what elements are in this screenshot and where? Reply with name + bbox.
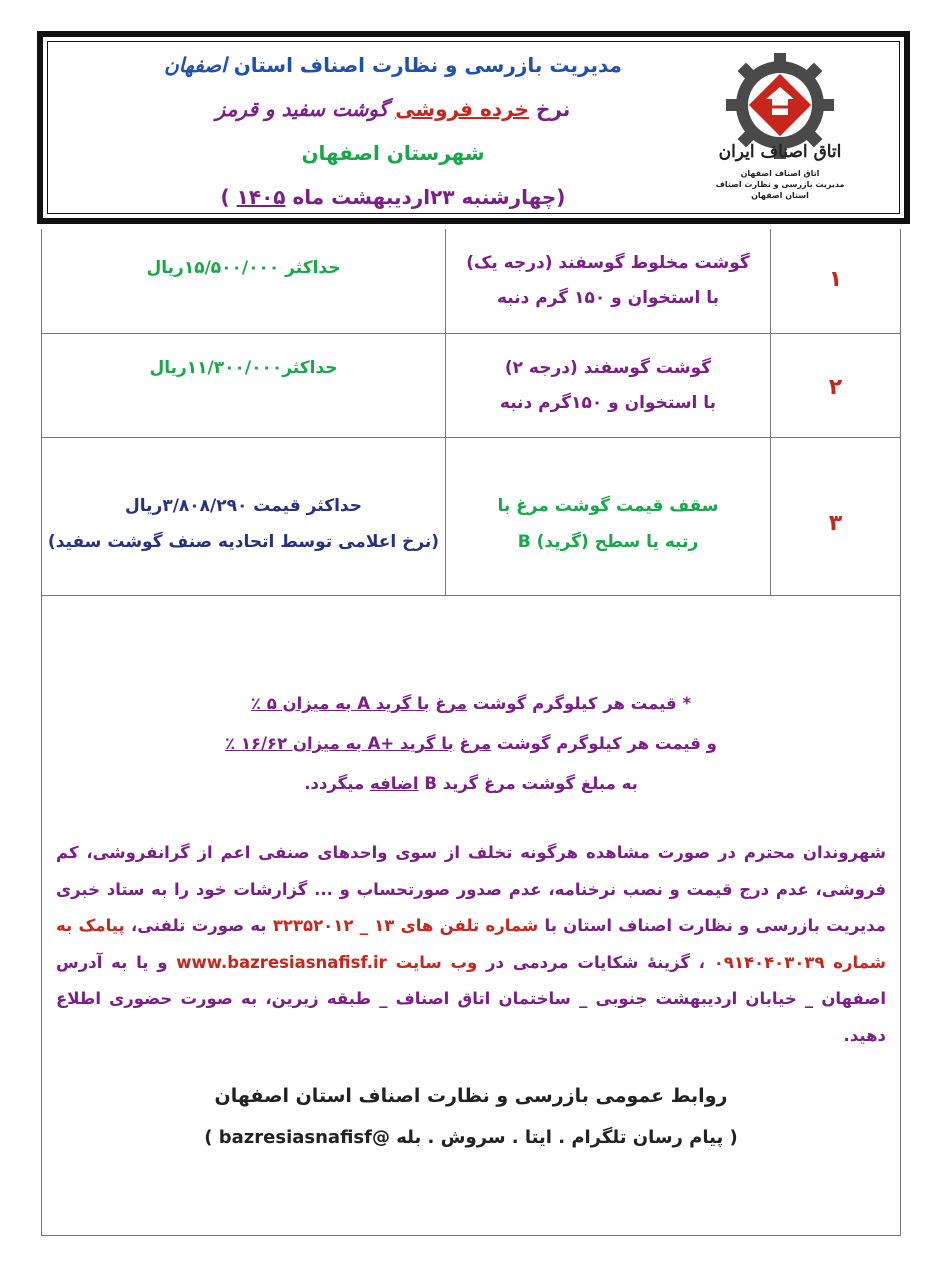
item-cell bbox=[445, 229, 770, 333]
item-line-2: با استخوان و ۱۵۰گرم دنبه bbox=[499, 393, 717, 413]
item-cell bbox=[445, 437, 770, 596]
citizens-sms: پیامک به شماره ۰۹۱۴۰۴۰۳۰۳۹ bbox=[56, 916, 886, 972]
price-cell bbox=[42, 437, 445, 596]
item-line-2: رتبه یا سطح (گرید) B bbox=[517, 532, 699, 552]
price-line-1: حداکثر۱۱/۳۰۰/۰۰۰ریال bbox=[149, 358, 338, 378]
row-number: ۱ bbox=[828, 267, 843, 292]
header-county: شهرستان اصفهان bbox=[301, 141, 485, 165]
note-l2-a: و قیمت هر کیلوگرم گوشت bbox=[496, 734, 717, 753]
price-cell bbox=[42, 333, 445, 437]
header-retail: خرده فروشی bbox=[395, 97, 529, 121]
header-box bbox=[37, 31, 910, 224]
footer-title: روابط عمومی بازرسی و نظارت اصناف استان اصفهان bbox=[214, 1085, 728, 1107]
table-row bbox=[42, 437, 900, 596]
item-cell bbox=[445, 333, 770, 437]
price-table bbox=[41, 229, 901, 596]
header-line-1 bbox=[83, 43, 703, 87]
logo-sub-3: استان اصفهان bbox=[751, 191, 809, 200]
row-number-cell bbox=[770, 333, 900, 437]
citizens-p1: شهروندان محترم در صورت مشاهده هرگونه تخلف از سوی واحدهای صنفی اعم از گرانفروشی، کم فروشی، عدم درج قیمت و نصب نرخنامه، عدم صدور صورتحساب و ... گزارشات خود را به ستاد خبری مدیریت بازرسی و نظارت اصناف استان با bbox=[56, 843, 886, 935]
chicken-grade-note bbox=[42, 684, 900, 804]
header-date-close: ) bbox=[220, 185, 230, 209]
citizens-message bbox=[56, 835, 886, 1054]
note-line-2 bbox=[42, 724, 900, 764]
header-text bbox=[83, 43, 703, 219]
table-row bbox=[42, 333, 900, 438]
header-meat: گوشت سفید و قرمز bbox=[215, 97, 389, 121]
header-rate: نرخ bbox=[535, 97, 571, 121]
header-city: اصفهان bbox=[164, 53, 227, 77]
row-number-cell bbox=[770, 437, 900, 596]
table-row bbox=[42, 229, 900, 334]
citizens-p2: به صورت تلفنی، bbox=[130, 916, 267, 935]
note-l1-c: با گرید A به میزان ۵ ٪ bbox=[250, 694, 430, 713]
row-number: ۲ bbox=[828, 375, 843, 400]
logo-sub-2: مدیریت بازرسی و نظارت اصناف bbox=[715, 180, 845, 189]
citizens-web-label: وب سایت bbox=[395, 952, 478, 972]
row-number: ۳ bbox=[828, 511, 843, 536]
price-cell bbox=[42, 229, 445, 333]
note-l3-a: به مبلغ گوشت مرغ گرید B bbox=[424, 774, 638, 793]
item-line-1: گوشت گوسفند (درجه ۲) bbox=[504, 358, 712, 378]
item-line-2: با استخوان و ۱۵۰ گرم دنبه bbox=[496, 288, 720, 308]
note-line-1 bbox=[42, 684, 900, 724]
note-l2-b: مرغ bbox=[459, 734, 492, 753]
note-l2-c: با گرید +A به میزان ۱۶/۶۲ ٪ bbox=[225, 734, 454, 753]
note-l3-c: میگردد. bbox=[304, 774, 365, 793]
header-line-2 bbox=[83, 87, 703, 131]
price-line-1: حداکثر قیمت ۳/۸۰۸/۲۹۰ریال bbox=[125, 496, 362, 516]
citizens-p4: و یا به آدرس اصفهان _ خیابان اردیبهشت جنوبی _ ساختمان اتاق اصناف _ طبقه زیرین، به صورت حضوری اطلاع دهید. bbox=[56, 952, 886, 1045]
price-line-1: حداکثر ۱۵/۵۰۰/۰۰۰ریال bbox=[146, 258, 341, 278]
website-link[interactable]: www.bazresiasnafisf.ir bbox=[176, 952, 387, 972]
footer-socials: ( پیام رسان تلگرام . ایتا . سروش . بله @bazresiasnafisf ) bbox=[204, 1127, 738, 1148]
row-number-cell bbox=[770, 229, 900, 333]
logo-sub-1: اتاق اصناف اصفهان bbox=[740, 169, 820, 178]
note-l3-b: اضافه bbox=[369, 774, 419, 793]
header-year: ۱۴۰۵ bbox=[236, 185, 286, 209]
citizens-phone: شماره تلفن های ۱۳ _ ۳۲۳۵۲۰۱۲ bbox=[272, 916, 539, 935]
notes-box bbox=[41, 596, 901, 1236]
item-line-1: سقف قیمت گوشت مرغ با bbox=[497, 496, 719, 516]
gear-logo-icon bbox=[705, 53, 855, 163]
citizens-p3: ، گزینهٔ شکایات مردمی در bbox=[486, 952, 705, 972]
note-l1-b: مرغ bbox=[435, 694, 467, 713]
note-line-3 bbox=[42, 764, 900, 804]
logo-brand: اتاق اصناف ایران bbox=[718, 142, 842, 162]
header-org: مدیریت بازرسی و نظارت اصناف استان bbox=[233, 53, 622, 77]
item-line-1: گوشت مخلوط گوسفند (درجه یک) bbox=[466, 253, 750, 273]
price-line-2: (نرخ اعلامی توسط اتحادیه صنف گوشت سفید) bbox=[47, 532, 440, 552]
header-date-text: (چهارشنبه ۲۳اردیبهشت ماه bbox=[292, 185, 566, 209]
note-l1-a: * قیمت هر کیلوگرم گوشت bbox=[472, 694, 692, 713]
guild-logo bbox=[705, 53, 855, 218]
header-date bbox=[83, 175, 703, 219]
